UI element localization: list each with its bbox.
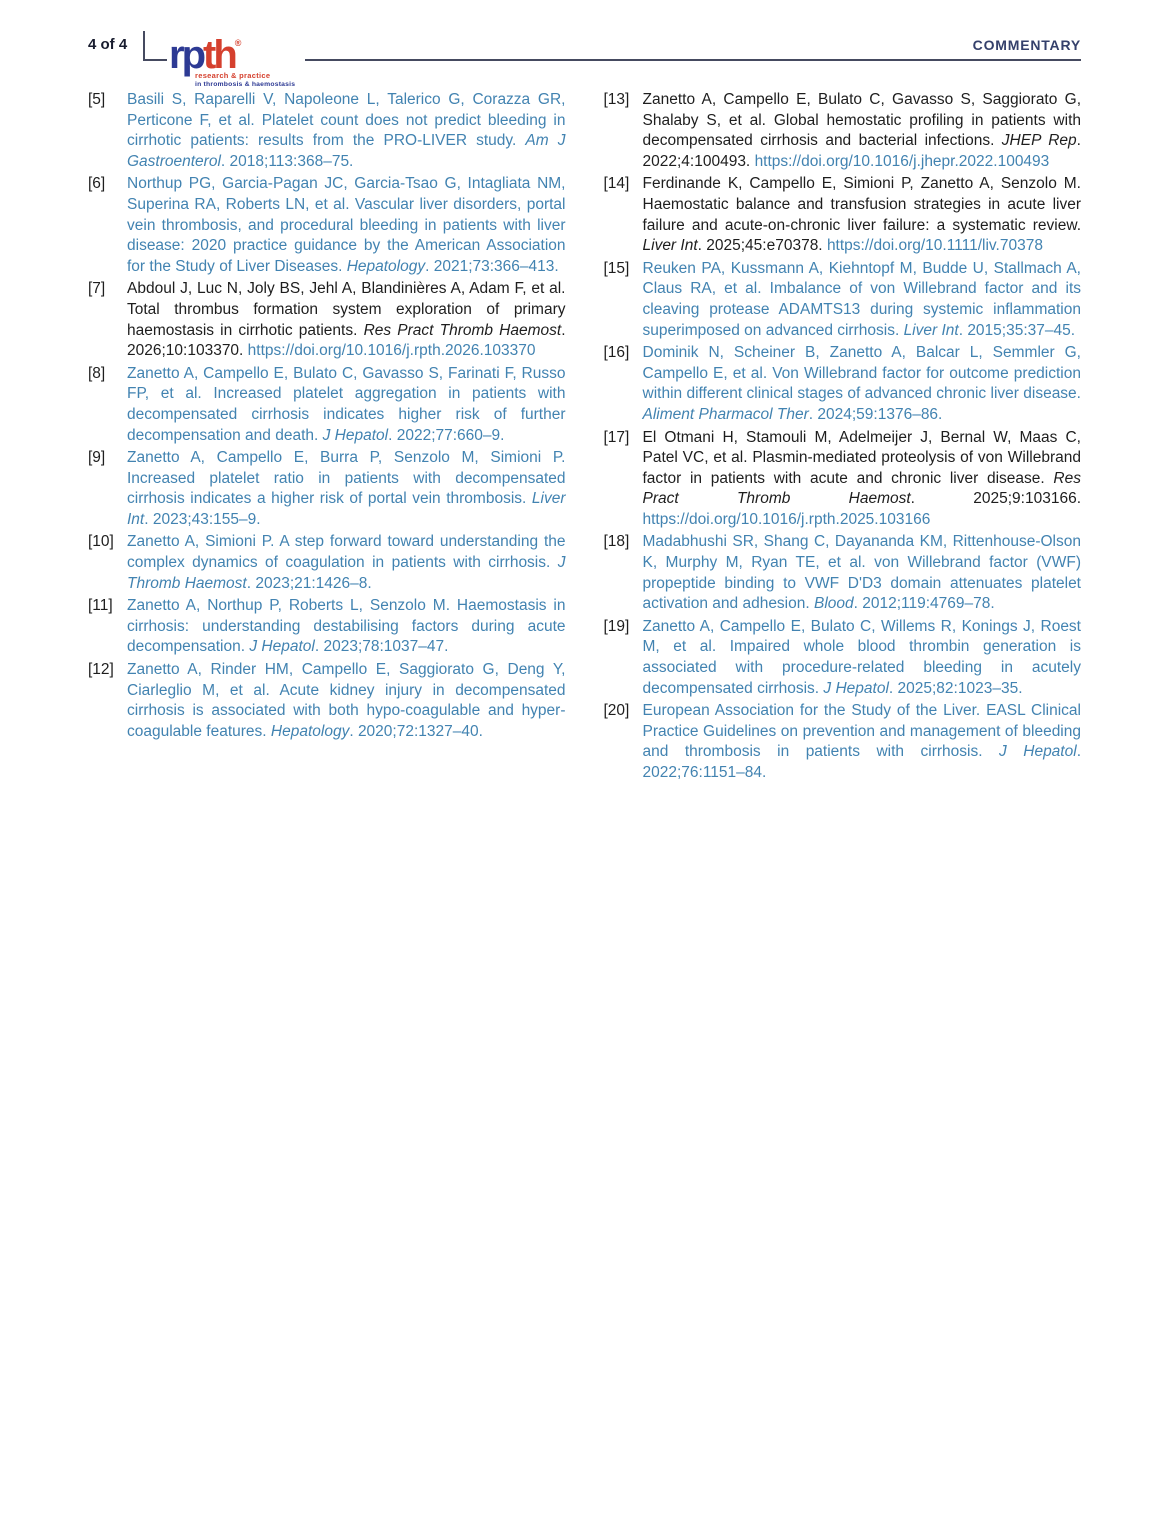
reference-text bbox=[127, 279, 566, 361]
reference-link[interactable] bbox=[127, 596, 566, 658]
reference-segment: . 2022;4:100493. bbox=[642, 132, 1081, 170]
doi-link[interactable]: https://doi.org/10.1016/j.jhepr.2022.100493 bbox=[754, 152, 1050, 170]
reference-item bbox=[604, 617, 1082, 699]
reference-number: [8] bbox=[88, 364, 106, 382]
reference-segment: Am J Gastroenterol bbox=[127, 132, 566, 170]
reference-segment: Res Pract Thromb Haemost bbox=[363, 321, 562, 339]
reference-number: [15] bbox=[603, 259, 630, 277]
reference-item bbox=[88, 532, 566, 594]
reference-link[interactable] bbox=[127, 532, 566, 594]
reference-segment: Liver Int bbox=[903, 321, 959, 339]
logo-tagline-line2: in thrombosis & haemostasis bbox=[195, 81, 296, 88]
reference-link[interactable] bbox=[643, 617, 1082, 699]
reference-segment: Res Pract Thromb Haemost bbox=[642, 469, 1081, 508]
reference-number: [6] bbox=[88, 175, 106, 193]
reference-link[interactable] bbox=[127, 660, 566, 742]
reference-segment: Ferdinande K, Campello E, Simioni P, Zanetto A, Senzolo M. Haemostatic balance and transfusion strategies in acute liver failure and acute-on-chronic liver failure: a systematic review. bbox=[642, 175, 1081, 234]
reference-segment: Blood bbox=[813, 595, 854, 613]
doi-link[interactable]: https://doi.org/10.1111/liv.70378 bbox=[826, 237, 1043, 255]
reference-segment: Zanetto A, Simioni P. A step forward toward understanding the complex dynamics of coagulation in patients with cirrhosis. bbox=[127, 533, 566, 572]
references-column-right bbox=[604, 90, 1082, 786]
reference-segment: J Hepatol bbox=[999, 743, 1077, 761]
reference-link[interactable] bbox=[643, 343, 1082, 425]
reference-link[interactable] bbox=[643, 259, 1082, 341]
reference-item bbox=[604, 90, 1082, 172]
trademark-icon: ® bbox=[234, 38, 242, 48]
reference-segment: Basili S, Raparelli V, Napoleone L, Talerico G, Corazza GR, Perticone F, et al. Platelet count does not predict bleeding in cirrhotic patients: results from the PRO-LIVER study. bbox=[127, 91, 566, 150]
reference-segment: Hepatology bbox=[270, 722, 350, 740]
doi-link[interactable]: https://doi.org/10.1016/j.rpth.2025.103166 bbox=[642, 510, 931, 528]
reference-segment: . 2026;10:103370. bbox=[127, 321, 566, 360]
reference-segment: . 2023;21:1426–8. bbox=[246, 574, 372, 592]
reference-segment: Zanetto A, Rinder HM, Campello E, Saggiorato G, Deng Y, Ciarleglio M, et al. Acute kidney injury in decompensated cirrhosis is associated with both hypo-coagulable and hyper-coagulable features. bbox=[127, 661, 566, 740]
reference-number: [12] bbox=[88, 661, 114, 679]
reference-number: [18] bbox=[603, 533, 630, 551]
reference-number: [7] bbox=[88, 280, 106, 298]
reference-segment: . 2023;78:1037–47. bbox=[314, 638, 449, 656]
reference-segment: . 2025;45:e70378. bbox=[697, 237, 827, 255]
reference-item bbox=[604, 532, 1082, 614]
reference-item bbox=[88, 279, 566, 361]
reference-segment: . 2024;59:1376–86. bbox=[808, 405, 943, 423]
doi-link[interactable]: https://doi.org/10.1016/j.rpth.2026.103370 bbox=[247, 342, 536, 360]
reference-number: [20] bbox=[603, 702, 630, 720]
article-type-label: COMMENTARY bbox=[972, 37, 1081, 53]
reference-segment: Dominik N, Scheiner B, Zanetto A, Balcar L, Semmler G, Campello E, et al. Von Willebrand factor for outcome prediction within different clinical stages of advanced chronic liver disease. bbox=[642, 344, 1081, 403]
reference-segment: Liver Int bbox=[127, 490, 566, 528]
logo-rp: rp bbox=[169, 33, 203, 77]
page-number: 4 of 4 bbox=[88, 36, 128, 53]
reference-number: [11] bbox=[88, 597, 113, 615]
reference-segment: Reuken PA, Kussmann A, Kiehntopf M, Budde U, Stallmach A, Claus RA, et al. Imbalance of von Willebrand factor and its cleaving protease ADAMTS13 during systemic inflammation superimposed on advanced cirrhosis. bbox=[642, 259, 1081, 339]
reference-link[interactable] bbox=[127, 364, 566, 446]
reference-segment: Liver Int bbox=[642, 237, 698, 255]
logo-tagline-line1: research & practice bbox=[195, 71, 271, 80]
reference-segment: Aliment Pharmacol Ther bbox=[642, 405, 809, 423]
journal-logo bbox=[167, 33, 305, 91]
reference-segment: El Otmani H, Stamouli M, Adelmeijer J, Bernal W, Maas C, Patel VC, et al. Plasmin-mediated proteolysis of von Willebrand factor in patients with acute and chronic liver disease. bbox=[642, 428, 1081, 487]
reference-segment: Zanetto A, Northup P, Roberts L, Senzolo M. Haemostasis in cirrhosis: understanding destabilising factors during acute decompensation. bbox=[127, 597, 566, 656]
reference-number: [17] bbox=[603, 428, 630, 446]
reference-item bbox=[88, 448, 566, 530]
reference-segment: . 2020;72:1327–40. bbox=[349, 722, 483, 740]
reference-link[interactable] bbox=[127, 448, 566, 530]
reference-number: [10] bbox=[88, 533, 114, 551]
reference-segment: European Association for the Study of the Liver. EASL Clinical Practice Guidelines on prevention and management of bleeding and thrombosis in patients with cirrhosis. bbox=[642, 702, 1081, 761]
reference-item bbox=[604, 701, 1082, 783]
reference-text bbox=[643, 174, 1082, 256]
reference-number: [13] bbox=[603, 91, 630, 108]
reference-segment: Hepatology bbox=[346, 257, 426, 275]
reference-item bbox=[88, 174, 566, 277]
reference-segment: J Hepatol bbox=[322, 426, 389, 444]
reference-link[interactable] bbox=[643, 701, 1082, 783]
reference-number: [19] bbox=[603, 617, 630, 635]
header-divider bbox=[143, 31, 145, 60]
reference-number: [14] bbox=[603, 175, 630, 193]
reference-text bbox=[643, 428, 1082, 531]
reference-item bbox=[604, 343, 1082, 425]
reference-segment: . 2023;43:155–9. bbox=[144, 510, 261, 528]
reference-segment: . 2012;119:4769–78. bbox=[853, 595, 995, 613]
reference-item bbox=[88, 90, 566, 172]
reference-segment: Madabhushi SR, Shang C, Dayananda KM, Rittenhouse-Olson K, Murphy M, Ryan TE, et al. von Willebrand factor (VWF) propeptide binding to VWF D'D3 domain attenuates platelet activation and adhesion. bbox=[642, 533, 1081, 613]
reference-number: [5] bbox=[88, 91, 106, 108]
reference-segment: Northup PG, Garcia-Pagan JC, Garcia-Tsao G, Intagliata NM, Superina RA, Roberts LN, et al. Vascular liver disorders, portal vein thrombosis, and procedural bleeding in patients with liver disease: 2020 practice guidance by the American Association for the Study of Liver Diseases. bbox=[127, 175, 566, 275]
reference-item bbox=[604, 428, 1082, 531]
reference-segment: . 2022;77:660–9. bbox=[388, 426, 505, 444]
reference-segment: . 2022;76:1151–84. bbox=[642, 743, 1081, 781]
reference-segment: . 2021;73:366–413. bbox=[425, 257, 559, 275]
references-column-left bbox=[88, 90, 566, 786]
reference-link[interactable] bbox=[643, 532, 1082, 614]
reference-segment: Zanetto A, Campello E, Bulato C, Gavasso S, Farinati F, Russo FP, et al. Increased platelet aggregation in patients with decompensated cirrhosis indicates higher risk of further decompensation and death. bbox=[127, 364, 566, 444]
reference-segment: J Hepatol bbox=[823, 679, 889, 697]
reference-segment: JHEP Rep bbox=[1001, 132, 1077, 150]
reference-segment: Zanetto A, Campello E, Burra P, Senzolo M, Simioni P. Increased platelet ratio in patients with decompensated cirrhosis indicates a higher risk of portal vein thrombosis. bbox=[127, 449, 566, 508]
reference-item bbox=[88, 596, 566, 658]
reference-number: [9] bbox=[88, 449, 106, 467]
reference-segment: . 2025;82:1023–35. bbox=[888, 679, 1023, 697]
reference-item bbox=[604, 259, 1082, 341]
reference-segment: Zanetto A, Campello E, Bulato C, Gavasso S, Saggiorato G, Shalaby S, et al. Global hemostatic profiling in patients with decompensated cirrhosis and bacterial infections. bbox=[642, 91, 1081, 150]
reference-segment: . 2018;113:368–75. bbox=[220, 152, 354, 170]
reference-segment: Abdoul J, Luc N, Joly BS, Jehl A, Blandinières A, Adam F, et al. Total thrombus formation system exploration of primary haemostasis in cirrhotic patients. bbox=[127, 280, 566, 339]
reference-item bbox=[88, 364, 566, 446]
reference-segment: J Hepatol bbox=[249, 638, 315, 656]
reference-number: [16] bbox=[603, 344, 630, 362]
references-section bbox=[88, 90, 1081, 786]
reference-segment: . 2015;35:37–45. bbox=[958, 321, 1076, 339]
logo-th: th bbox=[203, 33, 235, 77]
reference-text bbox=[643, 90, 1082, 172]
reference-segment: J Thromb Haemost bbox=[127, 554, 566, 592]
reference-link[interactable] bbox=[127, 174, 566, 277]
reference-item bbox=[88, 660, 566, 742]
reference-segment: . 2025;9:103166. bbox=[910, 490, 1082, 508]
reference-item bbox=[604, 174, 1082, 256]
reference-segment: Zanetto A, Campello E, Bulato C, Willems R, Konings J, Roest M, et al. Impaired whole blood thrombin generation is associated with procedure-related bleeding in acutely decompensated cirrhosis. bbox=[642, 617, 1081, 697]
reference-link[interactable] bbox=[127, 90, 566, 172]
